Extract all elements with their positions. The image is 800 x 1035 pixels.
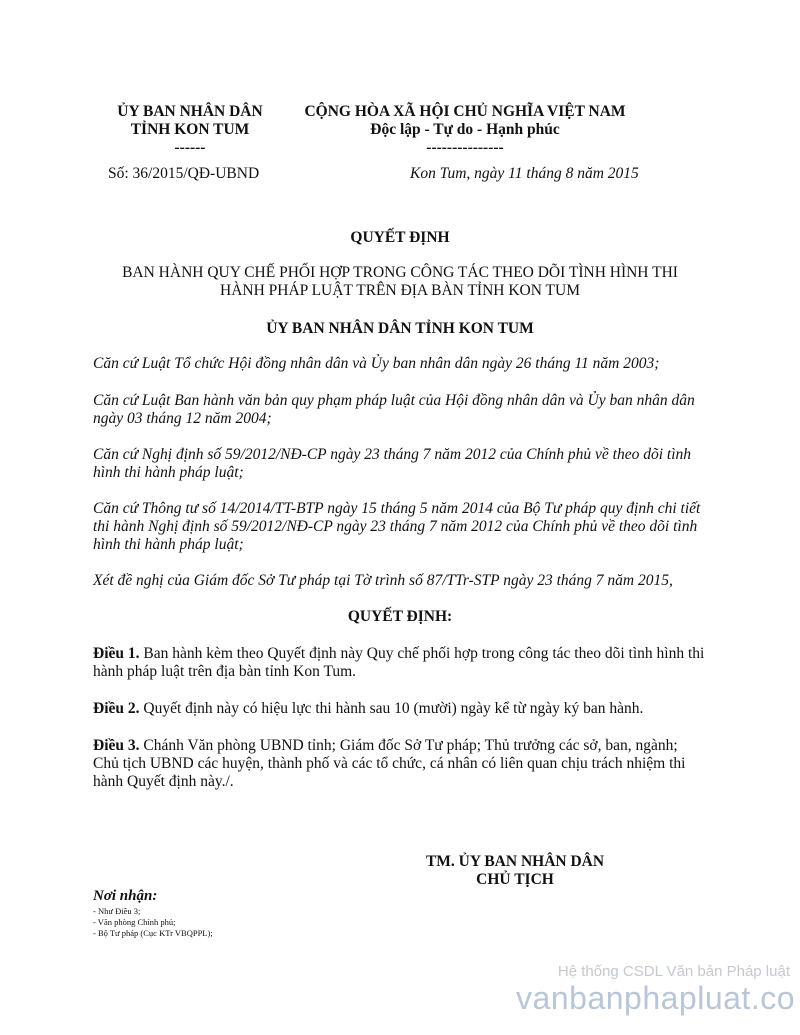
article-label: Điều 3. xyxy=(93,737,140,754)
watermark-site: vanbanphapluat.co xyxy=(516,980,795,1016)
recipients-list xyxy=(93,906,213,939)
legal-basis-paragraph: Xét đề nghị của Giám đốc Sở Tư pháp tại Tờ trình số 87/TTr-STP ngày 23 tháng 7 năm 2015, xyxy=(93,572,673,589)
national-motto-block xyxy=(290,103,640,157)
article-label: Điều 1. xyxy=(93,645,140,662)
legal-basis-paragraph: Căn cứ Nghị định số 59/2012/NĐ-CP ngày 23 tháng 7 năm 2012 của Chính phủ về theo dõi tình hình thi hành pháp luật; xyxy=(93,446,692,481)
recipient-item: - Bộ Tư pháp (Cục KTr VBQPPL); xyxy=(93,928,213,938)
signature-block xyxy=(390,853,640,889)
national-motto: Độc lập - Tự do - Hạnh phúc xyxy=(370,121,560,138)
legal-basis-paragraph: Căn cứ Luật Ban hành văn bản quy phạm pháp luật của Hội đồng nhân dân và Ủy ban nhân dân ngày 03 tháng 12 năm 2004; xyxy=(93,392,695,427)
agency-divider: ------ xyxy=(174,139,206,156)
national-title: CỘNG HÒA XÃ HỘI CHỦ NGHĨA VIỆT NAM xyxy=(304,103,626,120)
article-text: Chánh Văn phòng UBND tỉnh; Giám đốc Sở Tư pháp; Thủ trưởng các sở, ban, ngành; Chủ tịch UBND các huyện, thành phố và các tổ chức, cá nhân có liên quan chịu trách nhiệm thi hành Quyết định này./. xyxy=(93,737,686,790)
recipient-item: - Văn phòng Chính phủ; xyxy=(93,917,176,927)
article-paragraph xyxy=(93,700,705,718)
decision-heading: QUYẾT ĐỊNH: xyxy=(347,608,453,625)
recipient-item: - Như Điều 3; xyxy=(93,906,141,916)
document-date: Kon Tum, ngày 11 tháng 8 năm 2015 xyxy=(410,165,639,182)
article-text: Quyết định này có hiệu lực thi hành sau 10 (mười) ngày kể từ ngày ký ban hành. xyxy=(139,700,644,717)
document-number: Số: 36/2015/QĐ-UBND xyxy=(108,165,260,182)
agency-name-line1: ỦY BAN NHÂN DÂN xyxy=(117,103,263,120)
subtitle-line: BAN HÀNH QUY CHẾ PHỐI HỢP TRONG CÔNG TÁC THEO DÕI TÌNH HÌNH THI xyxy=(122,264,678,281)
recipients-heading: Nơi nhận: xyxy=(93,888,158,904)
article-paragraph xyxy=(93,645,705,681)
article-label: Điều 2. xyxy=(93,700,140,717)
signature-line1: TM. ỦY BAN NHÂN DÂN xyxy=(425,853,605,870)
subtitle-line: HÀNH PHÁP LUẬT TRÊN ĐỊA BÀN TỈNH KON TUM xyxy=(220,282,580,299)
article-paragraph xyxy=(93,737,705,791)
document-title: QUYẾT ĐỊNH xyxy=(350,229,450,246)
issuing-agency-block xyxy=(96,103,284,157)
document-subtitle xyxy=(110,264,690,300)
issuer-heading: ỦY BAN NHÂN DÂN TỈNH KON TUM xyxy=(266,320,534,337)
watermark-caption: Hệ thống CSDL Văn bản Pháp luật xyxy=(557,963,790,980)
legal-basis-paragraph: Căn cứ Thông tư số 14/2014/TT-BTP ngày 15 tháng 5 năm 2014 của Bộ Tư pháp quy định chi tiết thi hành Nghị định số 59/2012/NĐ-CP ngày 23 tháng 7 năm 2012 của Chính phủ về theo dõi tình hình thi hành pháp luật; xyxy=(93,500,701,553)
signature-line2: CHỦ TỊCH xyxy=(476,871,554,888)
motto-divider: --------------- xyxy=(426,139,504,156)
legal-basis-paragraph: Căn cứ Luật Tổ chức Hội đồng nhân dân và Ủy ban nhân dân ngày 26 tháng 11 năm 2003; xyxy=(93,355,660,372)
article-text: Ban hành kèm theo Quyết định này Quy chế phối hợp trong công tác theo dõi tình hình thi hành pháp luật trên địa bàn tỉnh Kon Tum. xyxy=(93,645,705,680)
agency-name-line2: TỈNH KON TUM xyxy=(130,121,250,138)
